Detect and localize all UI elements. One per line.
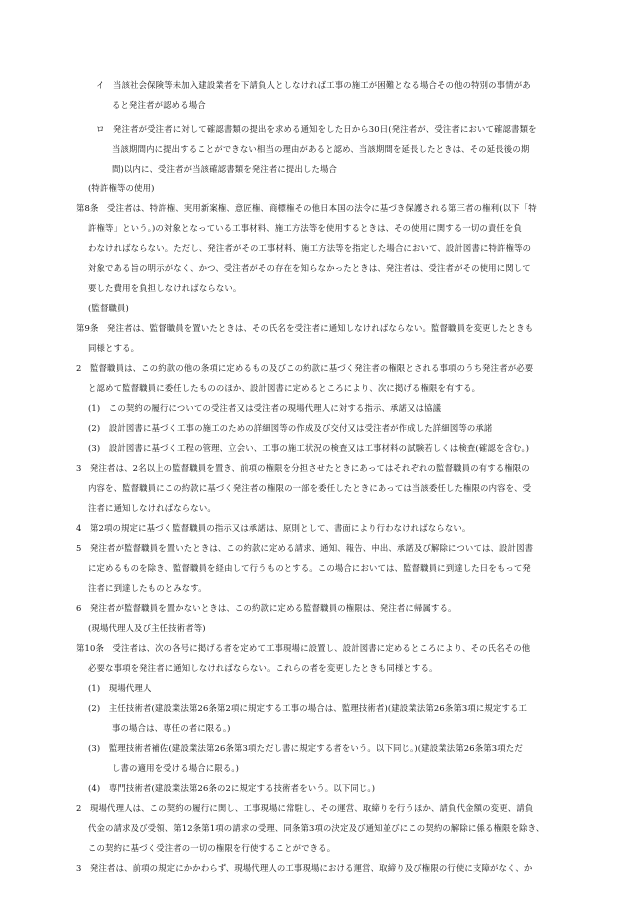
- text-line: この契約に基づく受注者の一切の権限を行使することができる。: [88, 843, 336, 853]
- text-line: 第9条 発注者は、監督職員を置いたときは、その氏名を受注者に通知しなければならない。監督職員を変更したときも: [76, 323, 534, 333]
- text-line: (1) この契約の履行についての受注者又は受注者の現場代理人に対する指示、承諾又は協議: [88, 403, 442, 413]
- text-line: ロ 発注者が受注者に対して確認書類の提出を求める通知をした日から30日(発注者が、受注者において確認書類を: [96, 124, 537, 134]
- text-line: (現場代理人及び主任技術者等): [88, 623, 206, 633]
- text-line: 6 発注者が監督職員を置かないときは、この約款に定める監督職員の権限は、発注者に帰属する。: [76, 603, 457, 613]
- text-line: 3 発注者は、2名以上の監督職員を置き、前項の権限を分担させたときにあってはそれぞれの監督職員の有する権限の: [76, 463, 530, 473]
- text-line: 2 監督職員は、この約款の他の条項に定めるもの及びこの約款に基づく発注者の権限とされる事項のうち発注者が必要: [76, 363, 534, 373]
- text-line: 注者に通知しなければならない。: [88, 503, 216, 513]
- text-line: 3 発注者は、前項の規定にかかわらず、現場代理人の工事現場における運営、取締り及び権限の行使に支障がなく、か: [76, 863, 533, 873]
- text-line: (監督職員): [88, 303, 129, 313]
- text-line: 代金の請求及び受領、第12条第1項の請求の受理、同条第3項の決定及び通知並びにこの契約の解除に係る権限を除き、: [88, 823, 545, 833]
- text-line: と認めて監督職員に委任したもののほか、設計図書に定めるところにより、次に掲げる権限を有する。: [88, 383, 481, 393]
- text-line: 許権等」という。)の対象となっている工事材料、施工方法等を使用するときは、その使用に関する一切の責任を負: [88, 223, 522, 233]
- text-line: 当該期間内に提出することができない相当の理由があると認め、当該期間を延長したときは、その延長後の期: [112, 144, 530, 154]
- text-line: (2) 設計図書に基づく工事の施工のための詳細図等の作成及び交付又は受注者が作成した詳細図等の承諾: [88, 423, 493, 433]
- text-line: 間)以内に、受注者が当該確認書類を発注者に提出した場合: [112, 164, 338, 174]
- text-line: 対象である旨の明示がなく、かつ、受注者がその存在を知らなかったときは、発注者は、受注者がその使用に関して: [88, 263, 531, 273]
- text-line: イ 当該社会保険等未加入建設業者を下請負人としなければ工事の施工が困難となる場合その他の特別の事情があ: [96, 80, 531, 90]
- text-line: 必要な事項を発注者に通知しなければならない。これらの者を変更したときも同様とする。: [88, 663, 438, 673]
- text-line: (3) 監理技術者補佐(建設業法第26条第3項ただし書に規定する者をいう。以下同じ。)(建設業法第26条第3項ただ: [88, 743, 523, 753]
- text-line: 5 発注者が監督職員を置いたときは、この約款に定める請求、通知、報告、申出、承諾及び解除については、設計図書: [76, 543, 534, 553]
- text-line: し書の適用を受ける場合に限る。): [112, 763, 240, 773]
- text-line: 事の場合は、専任の者に限る。): [112, 723, 231, 733]
- text-line: (1) 現場代理人: [88, 683, 152, 693]
- text-line: に定めるものを除き、監督職員を経由して行うものとする。この場合においては、監督職員に到達した日をもって発: [88, 563, 531, 573]
- text-line: (3) 設計図書に基づく工程の管理、立会い、工事の施工状況の検査又は工事材料の試験若しくは検査(確認を含む。): [88, 443, 530, 453]
- text-line: 要した費用を負担しなければならない。: [88, 283, 242, 293]
- text-line: 4 第2項の規定に基づく監督職員の指示又は承諾は、原則として、書面により行わなければならない。: [76, 523, 471, 533]
- text-line: 注者に到達したものとみなす。: [88, 583, 207, 593]
- text-line: (特許権等の使用): [88, 183, 155, 193]
- text-line: 第10条 受注者は、次の各号に掲げる者を定めて工事現場に設置し、設計図書に定めるところにより、その氏名その他: [76, 643, 531, 653]
- text-line: (2) 主任技術者(建設業法第26条第2項に規定する工事の場合は、監理技術者)(建設業法第26条第3項に規定する工: [88, 703, 528, 713]
- text-line: 同様とする。: [88, 343, 140, 353]
- text-line: 第8条 受注者は、特許権、実用新案権、意匠権、商標権その他日本国の法令に基づき保護される第三者の権利(以下「特: [76, 203, 537, 213]
- text-line: わなければならない。ただし、発注者がその工事材料、施工方法等を指定した場合において、設計図書に特許権等の: [88, 243, 532, 253]
- text-line: (4) 専門技術者(建設業法第26条の2に規定する技術者をいう。以下同じ。): [88, 783, 376, 793]
- text-line: ると発注者が認める場合: [112, 100, 206, 110]
- text-line: 2 現場代理人は、この契約の履行に関し、工事現場に常駐し、その運営、取締りを行うほか、請負代金額の変更、請負: [76, 803, 534, 813]
- text-line: 内容を、監督職員にこの約款に基づく発注者の権限の一部を委任したときにあっては当該委任した権限の内容を、受: [88, 483, 532, 493]
